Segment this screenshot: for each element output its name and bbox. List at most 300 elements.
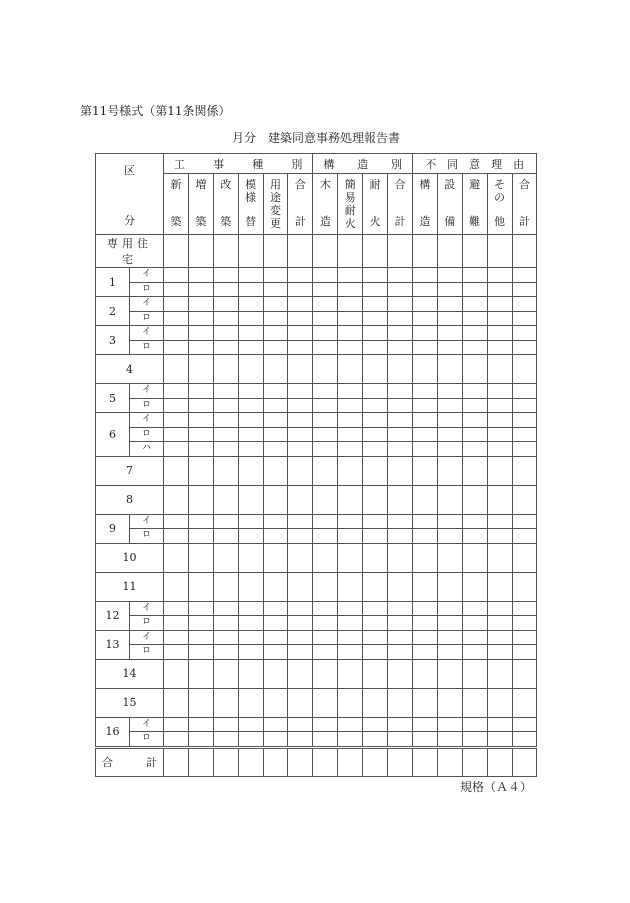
data-cell[interactable] [188, 235, 213, 268]
data-cell[interactable] [388, 514, 413, 529]
data-cell[interactable] [313, 616, 338, 631]
data-cell[interactable] [164, 485, 189, 514]
data-cell[interactable] [338, 616, 363, 631]
data-cell[interactable] [288, 485, 313, 514]
data-cell[interactable] [338, 717, 363, 732]
data-cell[interactable] [313, 514, 338, 529]
data-cell[interactable] [213, 572, 238, 601]
data-cell[interactable] [313, 326, 338, 341]
data-cell[interactable] [388, 645, 413, 660]
data-cell[interactable] [164, 659, 189, 688]
data-cell[interactable] [412, 355, 437, 384]
total-cell[interactable] [437, 747, 462, 776]
data-cell[interactable] [213, 543, 238, 572]
data-cell[interactable] [462, 616, 487, 631]
data-cell[interactable] [512, 645, 537, 660]
data-cell[interactable] [288, 529, 313, 544]
data-cell[interactable] [388, 688, 413, 717]
data-cell[interactable] [188, 688, 213, 717]
data-cell[interactable] [437, 326, 462, 341]
data-cell[interactable] [263, 543, 288, 572]
data-cell[interactable] [338, 543, 363, 572]
data-cell[interactable] [288, 427, 313, 442]
data-cell[interactable] [412, 659, 437, 688]
total-cell[interactable] [388, 747, 413, 776]
data-cell[interactable] [164, 413, 189, 428]
data-cell[interactable] [487, 572, 512, 601]
data-cell[interactable] [437, 427, 462, 442]
data-cell[interactable] [462, 732, 487, 748]
data-cell[interactable] [263, 235, 288, 268]
data-cell[interactable] [288, 282, 313, 297]
data-cell[interactable] [213, 732, 238, 748]
data-cell[interactable] [462, 355, 487, 384]
data-cell[interactable] [437, 282, 462, 297]
data-cell[interactable] [263, 485, 288, 514]
data-cell[interactable] [512, 630, 537, 645]
data-cell[interactable] [388, 398, 413, 413]
data-cell[interactable] [512, 282, 537, 297]
data-cell[interactable] [388, 297, 413, 312]
data-cell[interactable] [288, 384, 313, 399]
data-cell[interactable] [487, 659, 512, 688]
data-cell[interactable] [313, 601, 338, 616]
data-cell[interactable] [288, 456, 313, 485]
data-cell[interactable] [412, 717, 437, 732]
data-cell[interactable] [213, 398, 238, 413]
data-cell[interactable] [487, 413, 512, 428]
data-cell[interactable] [338, 311, 363, 326]
data-cell[interactable] [313, 688, 338, 717]
data-cell[interactable] [188, 572, 213, 601]
data-cell[interactable] [363, 717, 388, 732]
data-cell[interactable] [462, 427, 487, 442]
data-cell[interactable] [462, 384, 487, 399]
data-cell[interactable] [188, 514, 213, 529]
data-cell[interactable] [164, 340, 189, 355]
data-cell[interactable] [263, 282, 288, 297]
data-cell[interactable] [512, 543, 537, 572]
data-cell[interactable] [213, 485, 238, 514]
data-cell[interactable] [437, 514, 462, 529]
data-cell[interactable] [487, 384, 512, 399]
data-cell[interactable] [188, 529, 213, 544]
data-cell[interactable] [412, 398, 437, 413]
total-cell[interactable] [462, 747, 487, 776]
data-cell[interactable] [462, 717, 487, 732]
data-cell[interactable] [363, 529, 388, 544]
data-cell[interactable] [288, 340, 313, 355]
data-cell[interactable] [238, 688, 263, 717]
data-cell[interactable] [288, 311, 313, 326]
data-cell[interactable] [164, 717, 189, 732]
data-cell[interactable] [487, 456, 512, 485]
data-cell[interactable] [263, 630, 288, 645]
data-cell[interactable] [188, 717, 213, 732]
data-cell[interactable] [412, 616, 437, 631]
data-cell[interactable] [487, 601, 512, 616]
data-cell[interactable] [388, 572, 413, 601]
data-cell[interactable] [487, 485, 512, 514]
data-cell[interactable] [487, 442, 512, 457]
data-cell[interactable] [164, 732, 189, 748]
data-cell[interactable] [313, 456, 338, 485]
data-cell[interactable] [164, 235, 189, 268]
data-cell[interactable] [487, 732, 512, 748]
data-cell[interactable] [263, 717, 288, 732]
data-cell[interactable] [412, 235, 437, 268]
data-cell[interactable] [512, 456, 537, 485]
data-cell[interactable] [188, 645, 213, 660]
data-cell[interactable] [412, 688, 437, 717]
data-cell[interactable] [388, 355, 413, 384]
data-cell[interactable] [462, 688, 487, 717]
data-cell[interactable] [462, 485, 487, 514]
data-cell[interactable] [164, 572, 189, 601]
data-cell[interactable] [462, 659, 487, 688]
data-cell[interactable] [437, 529, 462, 544]
data-cell[interactable] [238, 572, 263, 601]
data-cell[interactable] [338, 268, 363, 283]
data-cell[interactable] [388, 384, 413, 399]
data-cell[interactable] [363, 645, 388, 660]
data-cell[interactable] [487, 326, 512, 341]
data-cell[interactable] [263, 732, 288, 748]
data-cell[interactable] [388, 601, 413, 616]
data-cell[interactable] [363, 282, 388, 297]
data-cell[interactable] [437, 235, 462, 268]
data-cell[interactable] [437, 442, 462, 457]
data-cell[interactable] [512, 340, 537, 355]
data-cell[interactable] [338, 384, 363, 399]
data-cell[interactable] [313, 398, 338, 413]
data-cell[interactable] [263, 601, 288, 616]
data-cell[interactable] [512, 572, 537, 601]
data-cell[interactable] [437, 297, 462, 312]
data-cell[interactable] [388, 311, 413, 326]
data-cell[interactable] [263, 413, 288, 428]
data-cell[interactable] [238, 485, 263, 514]
data-cell[interactable] [363, 572, 388, 601]
data-cell[interactable] [412, 601, 437, 616]
data-cell[interactable] [188, 282, 213, 297]
data-cell[interactable] [487, 297, 512, 312]
data-cell[interactable] [363, 630, 388, 645]
data-cell[interactable] [263, 616, 288, 631]
data-cell[interactable] [462, 572, 487, 601]
total-cell[interactable] [213, 747, 238, 776]
data-cell[interactable] [437, 572, 462, 601]
data-cell[interactable] [238, 355, 263, 384]
data-cell[interactable] [512, 398, 537, 413]
data-cell[interactable] [363, 456, 388, 485]
data-cell[interactable] [263, 529, 288, 544]
data-cell[interactable] [388, 268, 413, 283]
data-cell[interactable] [164, 427, 189, 442]
data-cell[interactable] [487, 235, 512, 268]
data-cell[interactable] [412, 630, 437, 645]
data-cell[interactable] [263, 688, 288, 717]
data-cell[interactable] [412, 311, 437, 326]
data-cell[interactable] [363, 413, 388, 428]
data-cell[interactable] [388, 456, 413, 485]
data-cell[interactable] [238, 630, 263, 645]
data-cell[interactable] [263, 384, 288, 399]
data-cell[interactable] [512, 384, 537, 399]
data-cell[interactable] [512, 268, 537, 283]
data-cell[interactable] [164, 543, 189, 572]
data-cell[interactable] [512, 311, 537, 326]
data-cell[interactable] [313, 282, 338, 297]
data-cell[interactable] [363, 311, 388, 326]
data-cell[interactable] [388, 543, 413, 572]
data-cell[interactable] [238, 384, 263, 399]
data-cell[interactable] [388, 427, 413, 442]
data-cell[interactable] [188, 355, 213, 384]
data-cell[interactable] [188, 384, 213, 399]
data-cell[interactable] [487, 282, 512, 297]
data-cell[interactable] [164, 398, 189, 413]
data-cell[interactable] [338, 485, 363, 514]
total-cell[interactable] [363, 747, 388, 776]
data-cell[interactable] [288, 659, 313, 688]
data-cell[interactable] [462, 413, 487, 428]
data-cell[interactable] [412, 732, 437, 748]
data-cell[interactable] [412, 282, 437, 297]
data-cell[interactable] [213, 616, 238, 631]
data-cell[interactable] [213, 688, 238, 717]
data-cell[interactable] [164, 456, 189, 485]
data-cell[interactable] [363, 732, 388, 748]
data-cell[interactable] [213, 601, 238, 616]
data-cell[interactable] [437, 630, 462, 645]
data-cell[interactable] [363, 514, 388, 529]
data-cell[interactable] [363, 616, 388, 631]
data-cell[interactable] [238, 659, 263, 688]
data-cell[interactable] [338, 235, 363, 268]
data-cell[interactable] [238, 456, 263, 485]
data-cell[interactable] [263, 645, 288, 660]
data-cell[interactable] [338, 645, 363, 660]
data-cell[interactable] [263, 659, 288, 688]
data-cell[interactable] [288, 442, 313, 457]
data-cell[interactable] [462, 442, 487, 457]
data-cell[interactable] [412, 514, 437, 529]
data-cell[interactable] [512, 514, 537, 529]
data-cell[interactable] [412, 297, 437, 312]
data-cell[interactable] [238, 529, 263, 544]
data-cell[interactable] [164, 326, 189, 341]
data-cell[interactable] [363, 326, 388, 341]
data-cell[interactable] [487, 630, 512, 645]
data-cell[interactable] [188, 326, 213, 341]
data-cell[interactable] [288, 268, 313, 283]
total-cell[interactable] [487, 747, 512, 776]
data-cell[interactable] [313, 427, 338, 442]
data-cell[interactable] [437, 268, 462, 283]
data-cell[interactable] [462, 311, 487, 326]
data-cell[interactable] [263, 311, 288, 326]
data-cell[interactable] [363, 268, 388, 283]
data-cell[interactable] [412, 427, 437, 442]
data-cell[interactable] [263, 572, 288, 601]
data-cell[interactable] [388, 630, 413, 645]
data-cell[interactable] [363, 688, 388, 717]
data-cell[interactable] [487, 427, 512, 442]
data-cell[interactable] [412, 529, 437, 544]
data-cell[interactable] [313, 659, 338, 688]
data-cell[interactable] [462, 326, 487, 341]
data-cell[interactable] [512, 427, 537, 442]
data-cell[interactable] [213, 717, 238, 732]
data-cell[interactable] [338, 630, 363, 645]
data-cell[interactable] [487, 311, 512, 326]
data-cell[interactable] [388, 529, 413, 544]
data-cell[interactable] [512, 732, 537, 748]
data-cell[interactable] [188, 616, 213, 631]
data-cell[interactable] [238, 442, 263, 457]
data-cell[interactable] [462, 235, 487, 268]
data-cell[interactable] [238, 732, 263, 748]
data-cell[interactable] [338, 282, 363, 297]
data-cell[interactable] [388, 282, 413, 297]
data-cell[interactable] [313, 717, 338, 732]
data-cell[interactable] [512, 601, 537, 616]
data-cell[interactable] [512, 355, 537, 384]
data-cell[interactable] [462, 268, 487, 283]
data-cell[interactable] [363, 442, 388, 457]
data-cell[interactable] [164, 268, 189, 283]
data-cell[interactable] [338, 514, 363, 529]
data-cell[interactable] [437, 645, 462, 660]
data-cell[interactable] [437, 485, 462, 514]
data-cell[interactable] [487, 717, 512, 732]
data-cell[interactable] [313, 355, 338, 384]
data-cell[interactable] [288, 688, 313, 717]
data-cell[interactable] [238, 717, 263, 732]
data-cell[interactable] [164, 645, 189, 660]
data-cell[interactable] [462, 645, 487, 660]
data-cell[interactable] [238, 601, 263, 616]
data-cell[interactable] [363, 398, 388, 413]
data-cell[interactable] [412, 572, 437, 601]
data-cell[interactable] [338, 688, 363, 717]
data-cell[interactable] [188, 543, 213, 572]
data-cell[interactable] [238, 616, 263, 631]
data-cell[interactable] [363, 384, 388, 399]
data-cell[interactable] [437, 688, 462, 717]
data-cell[interactable] [512, 688, 537, 717]
data-cell[interactable] [288, 572, 313, 601]
data-cell[interactable] [462, 297, 487, 312]
data-cell[interactable] [338, 572, 363, 601]
data-cell[interactable] [512, 326, 537, 341]
data-cell[interactable] [288, 297, 313, 312]
data-cell[interactable] [338, 456, 363, 485]
total-cell[interactable] [288, 747, 313, 776]
data-cell[interactable] [412, 413, 437, 428]
data-cell[interactable] [263, 514, 288, 529]
data-cell[interactable] [263, 427, 288, 442]
data-cell[interactable] [213, 442, 238, 457]
data-cell[interactable] [313, 529, 338, 544]
data-cell[interactable] [188, 601, 213, 616]
data-cell[interactable] [213, 427, 238, 442]
data-cell[interactable] [487, 398, 512, 413]
data-cell[interactable] [238, 413, 263, 428]
data-cell[interactable] [487, 529, 512, 544]
data-cell[interactable] [512, 442, 537, 457]
data-cell[interactable] [188, 630, 213, 645]
data-cell[interactable] [188, 485, 213, 514]
data-cell[interactable] [512, 235, 537, 268]
data-cell[interactable] [164, 630, 189, 645]
data-cell[interactable] [487, 355, 512, 384]
data-cell[interactable] [487, 268, 512, 283]
data-cell[interactable] [313, 311, 338, 326]
total-cell[interactable] [238, 747, 263, 776]
data-cell[interactable] [188, 398, 213, 413]
data-cell[interactable] [313, 485, 338, 514]
data-cell[interactable] [263, 340, 288, 355]
data-cell[interactable] [213, 311, 238, 326]
data-cell[interactable] [437, 311, 462, 326]
total-cell[interactable] [188, 747, 213, 776]
data-cell[interactable] [487, 514, 512, 529]
data-cell[interactable] [288, 645, 313, 660]
data-cell[interactable] [313, 297, 338, 312]
data-cell[interactable] [213, 456, 238, 485]
data-cell[interactable] [388, 717, 413, 732]
data-cell[interactable] [313, 235, 338, 268]
data-cell[interactable] [437, 659, 462, 688]
data-cell[interactable] [462, 282, 487, 297]
data-cell[interactable] [363, 297, 388, 312]
data-cell[interactable] [263, 442, 288, 457]
data-cell[interactable] [238, 268, 263, 283]
data-cell[interactable] [437, 543, 462, 572]
data-cell[interactable] [188, 413, 213, 428]
data-cell[interactable] [462, 601, 487, 616]
data-cell[interactable] [388, 326, 413, 341]
data-cell[interactable] [512, 485, 537, 514]
data-cell[interactable] [238, 543, 263, 572]
data-cell[interactable] [388, 732, 413, 748]
data-cell[interactable] [213, 630, 238, 645]
data-cell[interactable] [338, 732, 363, 748]
data-cell[interactable] [462, 543, 487, 572]
data-cell[interactable] [263, 297, 288, 312]
data-cell[interactable] [462, 340, 487, 355]
data-cell[interactable] [512, 659, 537, 688]
data-cell[interactable] [164, 311, 189, 326]
data-cell[interactable] [164, 442, 189, 457]
data-cell[interactable] [363, 340, 388, 355]
data-cell[interactable] [188, 732, 213, 748]
data-cell[interactable] [412, 442, 437, 457]
data-cell[interactable] [288, 616, 313, 631]
data-cell[interactable] [238, 645, 263, 660]
data-cell[interactable] [512, 529, 537, 544]
data-cell[interactable] [288, 543, 313, 572]
total-cell[interactable] [313, 747, 338, 776]
data-cell[interactable] [462, 630, 487, 645]
data-cell[interactable] [462, 529, 487, 544]
data-cell[interactable] [164, 297, 189, 312]
data-cell[interactable] [338, 659, 363, 688]
data-cell[interactable] [188, 268, 213, 283]
data-cell[interactable] [338, 427, 363, 442]
